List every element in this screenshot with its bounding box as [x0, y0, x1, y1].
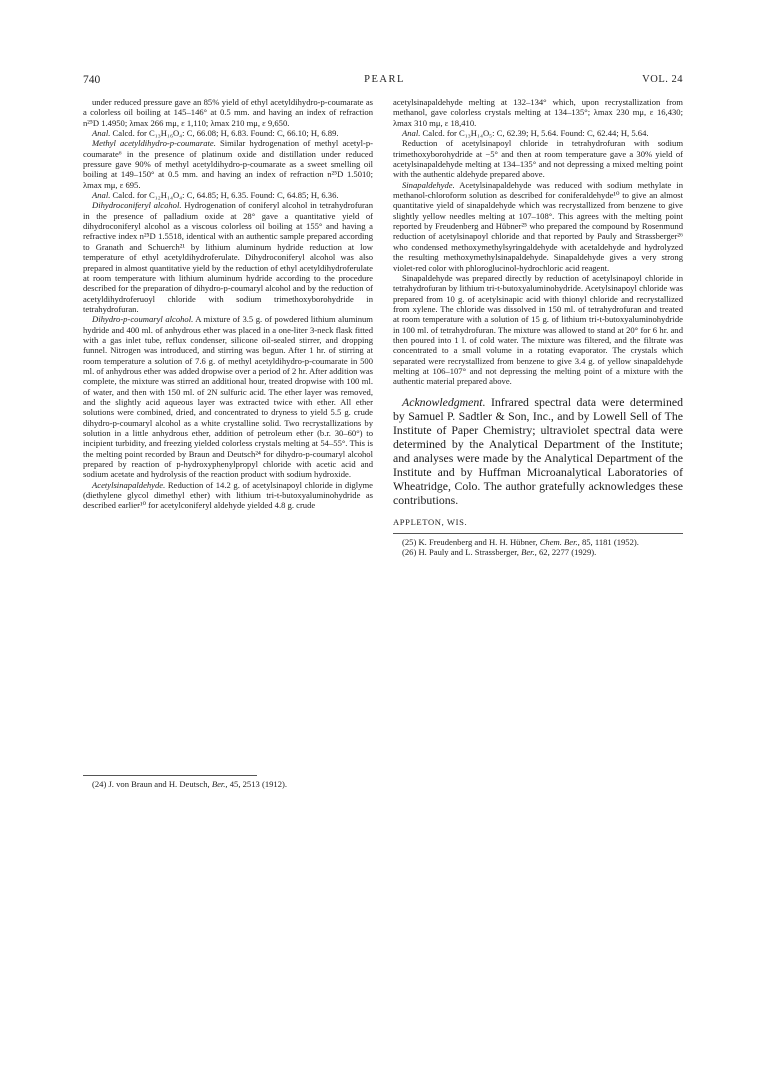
paragraph: Acetylsinapaldehyde. Reduction of 14.2 g. of acetylsinapoyl chloride in diglyme (diethylene glycol dimethyl ether) with lithium tri-t-butoxyaluminohydride as described earlier¹⁰ for acetylconiferyl aldehyde yielded 4.8 g. crude	[83, 479, 373, 511]
paragraph: Anal. Calcd. for C₁₃H₁₄O₅: C, 62.39; H, 5.64. Found: C, 62.44; H, 5.64.	[402, 128, 649, 139]
paragraph: under reduced pressure gave an 85% yield of ethyl acetyldihydro-p-coumarate as a colorless oil boiling at 145–146° at 0.5 mm. and having an index of refraction n²⁵D 1.4950; λmax 266 mμ, ε 1,110; λmax 210 mμ, ε 9,650.	[83, 97, 373, 128]
paragraph: Sinapaldehyde. Acetylsinapaldehyde was reduced with sodium methylate in methanol-chloroform solution as described for coniferaldehyde¹⁰ to give an almost quantitative yield of sinapaldehyde which was recrystallized from benzene to give slightly yellow needles melting at 107–108°. This agrees with the melting point reported by Freudenberg and Hübner²⁵ who prepared the compound by Rosenmund reduction of acetylsinapoyl chloride and that reported by Pauly and Strassberger²⁶ who condensed methoxymethylsyringaldehyde with acetaldehyde and hydrolyzed the resulting methoxymethylsinapaldehyde. Sinapaldehyde gives a very strong violet-red color with phloroglucinol-hydrochloric acid reagent.	[393, 179, 683, 273]
paragraph: Methyl acetyldihydro-p-coumarate. Similar hydrogenation of methyl acetyl-p-coumarate⁶ in the presence of platinum oxide and distillation under reduced pressure gave 90% of methyl acetyldihydro-p-coumarate as a sweet smelling oil boiling at 149–150° at 0.5 mm. and having an index of refraction n²⁵D 1.5010; λmax mμ, ε 695.	[83, 138, 373, 190]
paragraph: Sinapaldehyde was prepared directly by reduction of acetylsinapoyl chloride in tetrahydrofuran by lithium tri-t-butoxyaluminohydride. Acetylsinapoyl chloride was prepared from 10 g. of acetylsinapic acid with thionyl chloride and recrystallized from xylene. The chloride was dissolved in 150 ml. of tetrahydrofuran and treated at room temperature with a solution of 15 g. of lithium tri-t-butoxyaluminohydride in 100 ml. of tetrahydrofuran. The mixture was allowed to stand at 20° for 6 hr. and then poured into 1 l. of cold water. The mixture was filtered, and the filtrate was concentrated to a small volume in a rotating evaporator. The crystals which separated were recrystallized from benzene to give 3.4 g. of yellow sinapaldehyde melting at 106–107° and not depressing the melting point of a mixture with the authentic material prepared above.	[393, 272, 683, 387]
footnote-25: (25) K. Freudenberg and H. H. Hübner, Chem. Ber., 85, 1181 (1952).	[402, 536, 639, 547]
paragraph: acetylsinapaldehyde melting at 132–134° which, upon recrystallization from methanol, gave colorless crystals melting at 134–135°; λmax 230 mμ, ε 16,430; λmax 310 mμ, ε 18,410.	[393, 97, 683, 128]
volume-label: VOL. 24	[642, 74, 683, 85]
paragraph: Dihydro-p-coumaryl alcohol. A mixture of 3.5 g. of powdered lithium aluminum hydride and 400 ml. of anhydrous ether was placed in a one-liter 3-neck flask fitted with a gas inlet tube, reflux condenser, silicone oil-sealed stirrer, and dropping funnel. Nitrogen was introduced, and stirring was begun. After 1 hr. of stirring at room temperature a solution of 7.6 g. of methyl acetyldihydro-p-coumarate in 500 ml. of anhydrous ether was added dropwise over a period of 2 hr. After addition was complete, the mixture was stirred an additional hour, treated dropwise with 100 ml. of water, and then with 150 ml. of 2N sulfuric acid. The ether layer was removed, and the slightly acid aqueous layer was extracted twice with ether. All ether solutions were combined, dried, and concentrated to dryness to yield 5.5 g. crude dihydro-p-coumaryl alcohol as a white crystalline solid. Two recrystallizations by solution in a little anhydrous ether, addition of petroleum ether (b.r. 30–60°) to incipient turbidity, and freezing yielded colorless crystals melting at 54–55°. This is the melting point recorded by Braun and Deutsch²⁴ for dihydro-p-coumaryl alcohol prepared by reaction of p-hydroxyphenylpropyl chloride with acetic acid and sodium acetate and hydrolysis of the reaction product with sodium hydroxide.	[83, 314, 373, 480]
running-title: PEARL	[364, 74, 405, 85]
left-column	[83, 97, 373, 511]
paragraph: Anal. Calcd. for C₁₂H₁₄O₄: C, 64.85; H, 6.35. Found: C, 64.85; H, 6.36.	[92, 190, 339, 201]
footnote-26: (26) H. Pauly and L. Strassberger, Ber., 62, 2277 (1929).	[402, 547, 597, 558]
left-footnotes	[83, 770, 373, 789]
footnote-rule	[83, 775, 257, 776]
paragraph: Dihydroconiferyl alcohol. Hydrogenation of coniferyl alcohol in tetrahydrofuran in the presence of palladium oxide at 28° gave a quantitative yield of dihydroconiferyl alcohol as a viscous colorless oil boiling at 155° and having a refractive index n²⁵D 1.5518, identical with an authentic sample prepared according to Granath and Schuerch²¹ by lithium aluminum hydride reduction at low temperature of ethyl acetyldihydroferulate. Dihydroconiferyl alcohol was also prepared in almost quantitative yield by the reduction of ethyl acetyldihydroferulate at room temperature with lithium aluminum hydride according to the procedure described for the preparation of dihydro-p-coumaryl alcohol and by the reduction of acetyldihydroferuoyl chloride with sodium trimethoxyborohydride in tetrahydrofuran.	[83, 200, 373, 314]
paragraph: Anal. Calcd. for C₁₃H₁₆O₄: C, 66.08; H, 6.83. Found: C, 66.10; H, 6.89.	[92, 128, 339, 139]
footnote-24: (24) J. von Braun and H. Deutsch, Ber., 45, 2513 (1912).	[92, 779, 288, 789]
footnote-rule	[393, 533, 683, 534]
author-location: APPLETON, WIS.	[393, 517, 468, 528]
paragraph: Reduction of acetylsinapoyl chloride in tetrahydrofuran with sodium trimethoxyborohydride at −5° and then at room temperature gave a 30% yield of acetylsinapaldehyde melting at 134–135° and not depressing a mixed melting point with the authentic aldehyde prepared above.	[393, 138, 683, 180]
page-number: 740	[83, 74, 101, 86]
right-column	[393, 97, 683, 558]
acknowledgment: Acknowledgment. Infrared spectral data were determined by Samuel P. Sadtler & Son, Inc., and by Lowell Sell of The Institute of Paper Chemistry; ultraviolet spectral data were determined by the Analytical Department of the Institute; and analyses were made by the Analytical Department of the Institute and by Huffman Microanalytical Laboratories of Wheatridge, Colo. The author gratefully acknowledges these contributions.	[393, 394, 683, 508]
